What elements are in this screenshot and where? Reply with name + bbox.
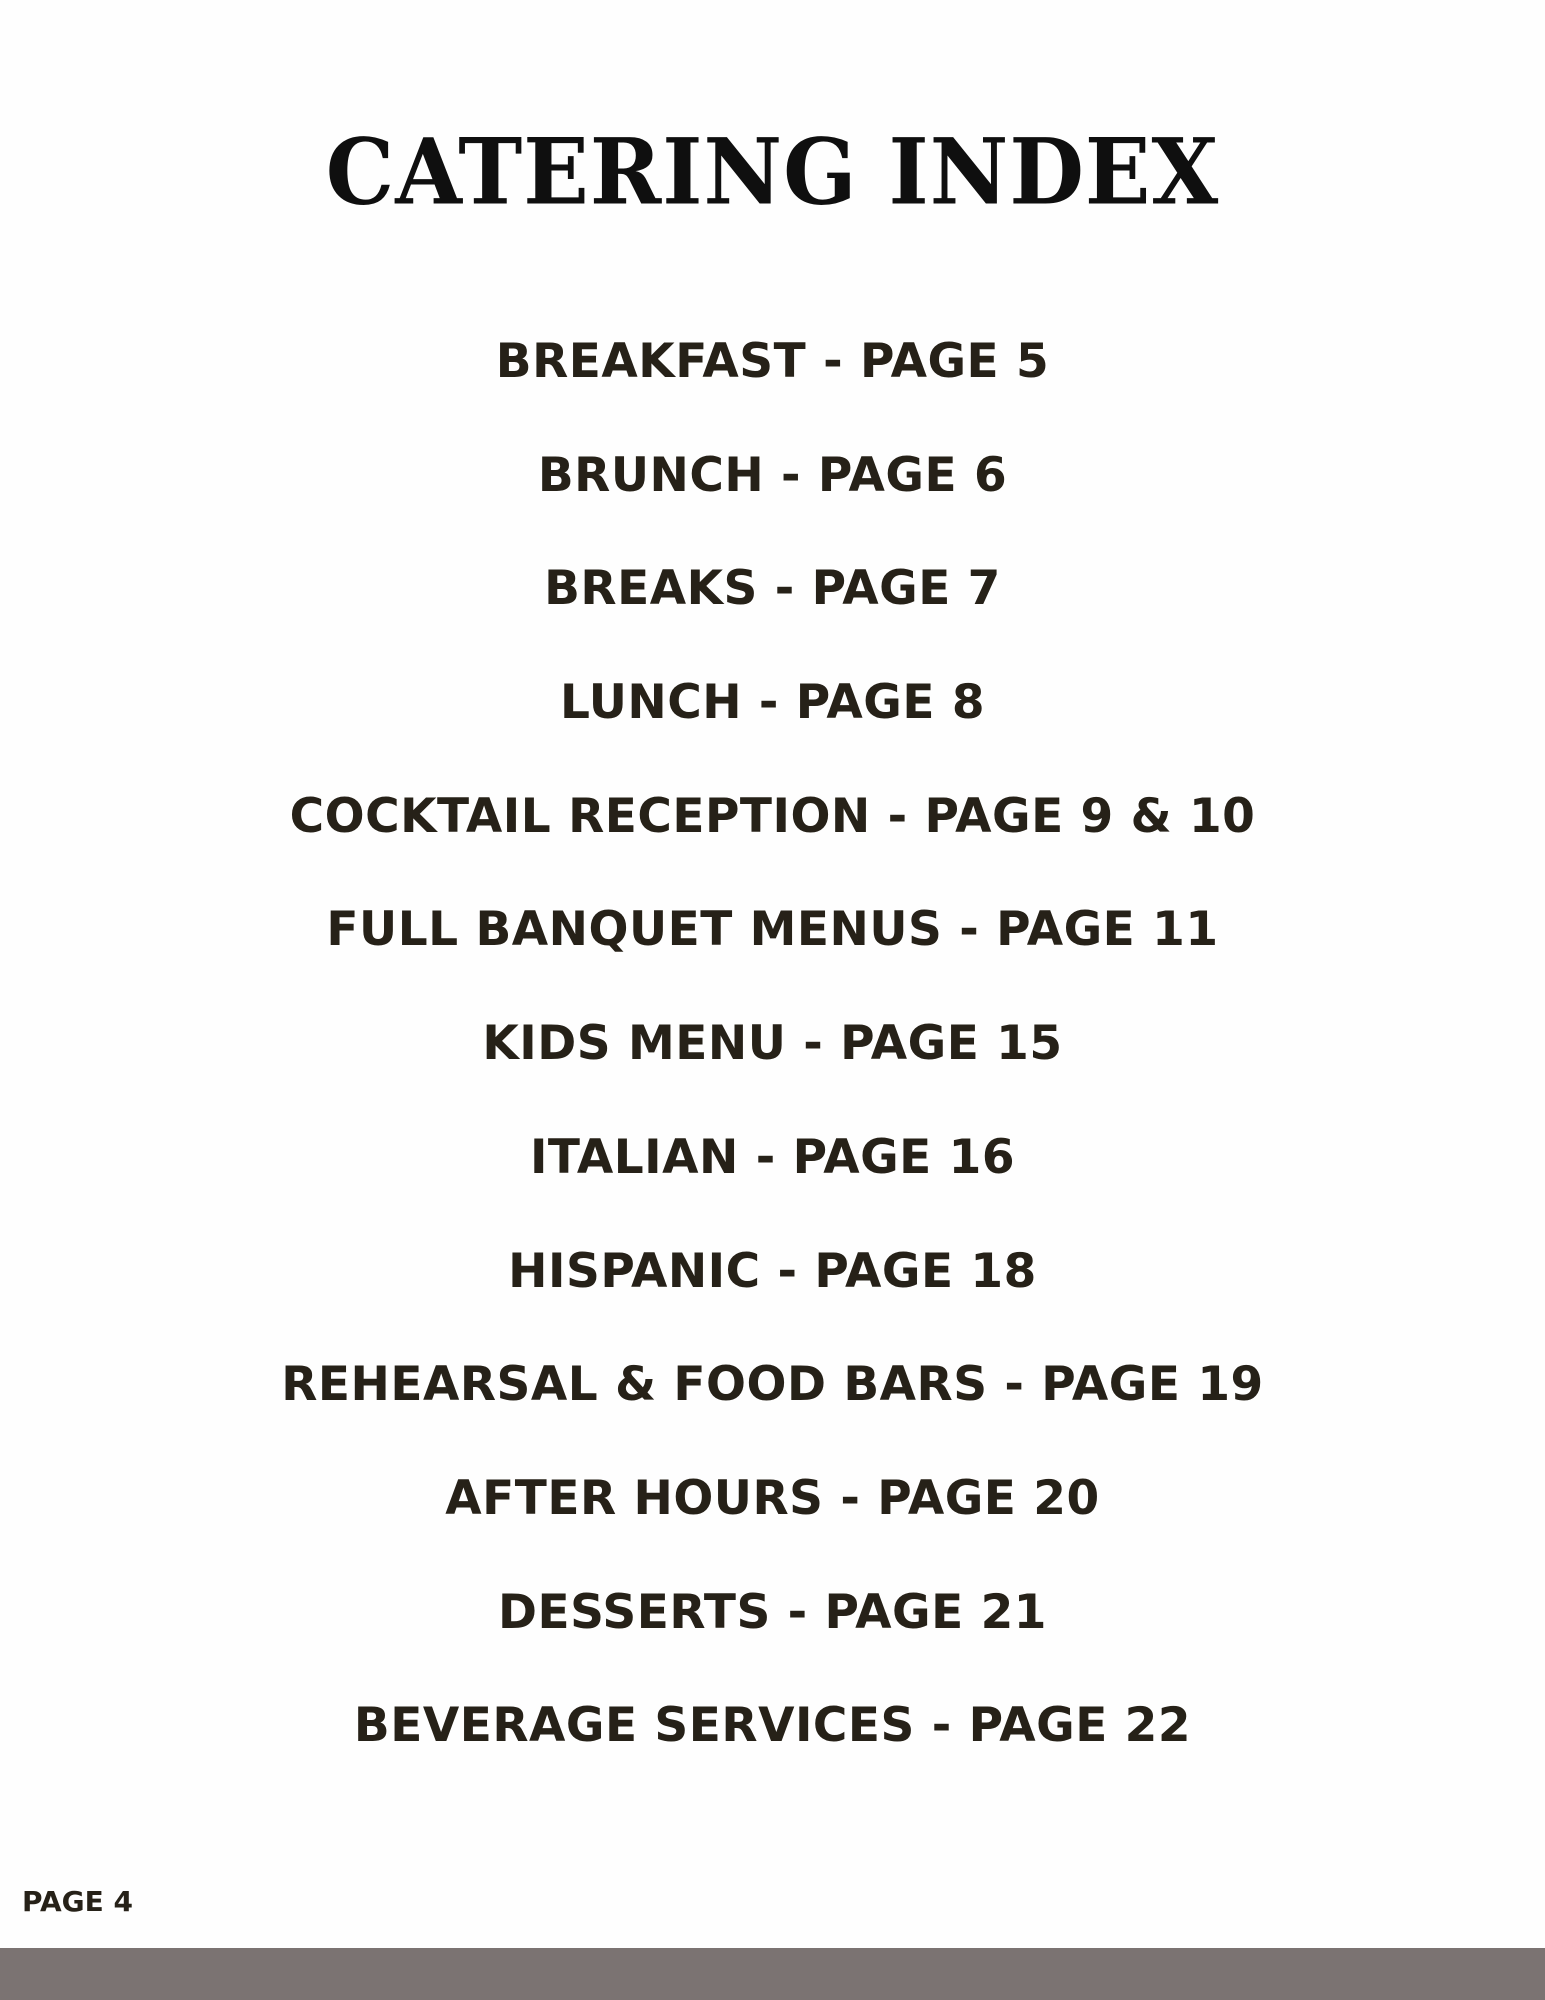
page-number: PAGE 4 [22, 1885, 133, 1918]
index-item-beverage-services: BEVERAGE SERVICES - PAGE 22 [353, 1698, 1192, 1754]
index-item-rehearsal-food-bars: REHEARSAL & FOOD BARS - PAGE 19 [281, 1357, 1264, 1413]
footer-bar [0, 1948, 1545, 2000]
page-title: CATERING INDEX [325, 118, 1220, 226]
index-item-breaks: BREAKS - PAGE 7 [544, 561, 1001, 617]
index-item-after-hours: AFTER HOURS - PAGE 20 [445, 1470, 1100, 1526]
index-list [0, 332, 1545, 1810]
index-item-desserts: DESSERTS - PAGE 21 [498, 1584, 1047, 1640]
index-item-breakfast: BREAKFAST - PAGE 5 [495, 334, 1050, 389]
index-item-lunch: LUNCH - PAGE 8 [559, 675, 986, 731]
index-item-cocktail-reception: COCKTAIL RECEPTION - PAGE 9 & 10 [289, 788, 1256, 844]
index-item-brunch: BRUNCH - PAGE 6 [537, 447, 1008, 503]
index-item-hispanic: HISPANIC - PAGE 18 [508, 1243, 1037, 1299]
index-item-kids-menu: KIDS MENU - PAGE 15 [482, 1016, 1063, 1072]
index-item-full-banquet-menus: FULL BANQUET MENUS - PAGE 11 [326, 902, 1219, 958]
index-item-italian: ITALIAN - PAGE 16 [529, 1129, 1016, 1185]
